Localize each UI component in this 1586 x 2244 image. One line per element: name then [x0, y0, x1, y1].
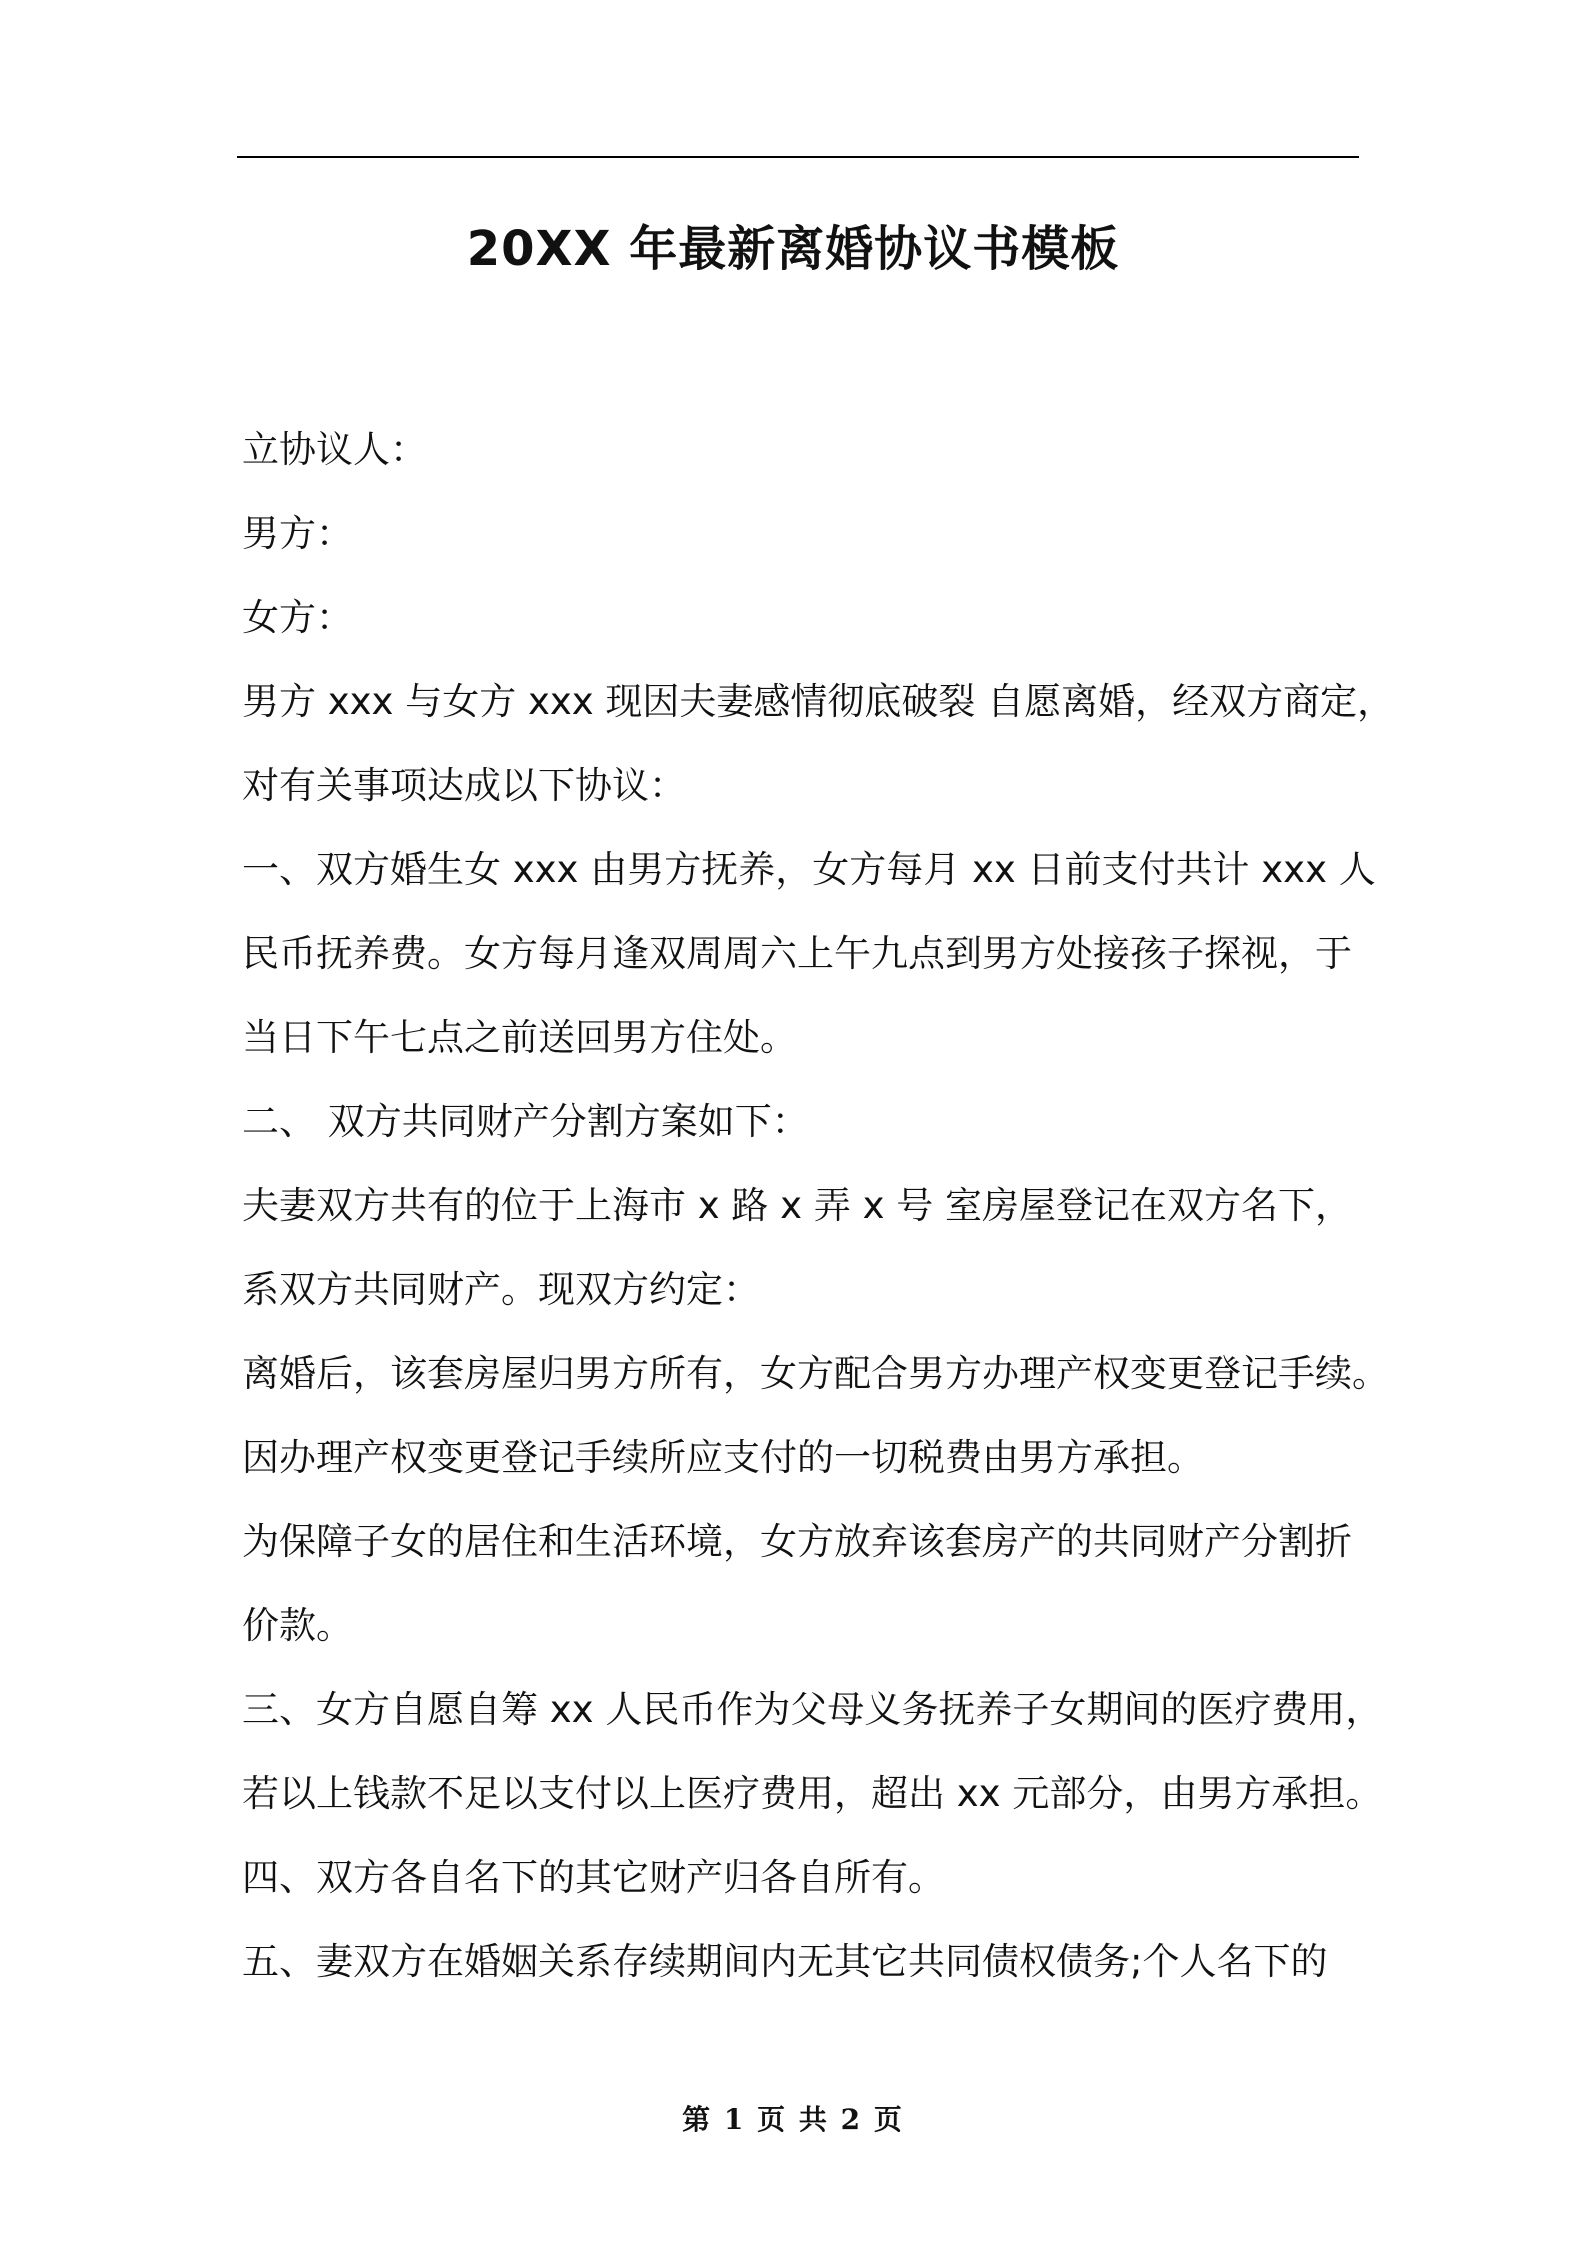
document-title: 20XX 年最新离婚协议书模板 [466, 221, 1120, 277]
body-line: 女方： [242, 596, 353, 639]
body-line: 夫妻双方共有的位于上海市 x 路 x 弄 x 号 室房屋登记在双方名下， [242, 1184, 1353, 1227]
body-line: 三、女方自愿自筹 xx 人民币作为父母义务抚养子女期间的医疗费用， [242, 1688, 1383, 1731]
body-line: 为保障子女的居住和生活环境，女方放弃该套房产的共同财产分割折 [242, 1520, 1352, 1563]
body-line: 男方： [242, 512, 353, 555]
body-line: 当日下午七点之前送回男方住处。 [242, 1016, 797, 1059]
body-line: 离婚后，该套房屋归男方所有，女方配合男方办理产权变更登记手续。 [242, 1352, 1389, 1395]
body-line: 若以上钱款不足以支付以上医疗费用，超出 xx 元部分，由男方承担。 [242, 1772, 1383, 1815]
body-line: 五、妻双方在婚姻关系存续期间内无其它共同债权债务;个人名下的 [242, 1940, 1328, 1983]
body-line: 立协议人： [242, 428, 427, 471]
body-line: 价款。 [242, 1604, 353, 1647]
body-line: 系双方共同财产。现双方约定： [242, 1268, 760, 1311]
body-line: 民币抚养费。女方每月逢双周周六上午九点到男方处接孩子探视，于 [242, 932, 1352, 975]
body-line: 一、双方婚生女 xxx 由男方抚养，女方每月 xx 日前支付共计 xxx 人 [242, 848, 1376, 891]
document-body [242, 408, 1395, 2004]
body-line: 二、 双方共同财产分割方案如下： [242, 1100, 809, 1143]
body-line: 四、双方各自名下的其它财产归各自所有。 [242, 1856, 945, 1899]
page-footer: 第 1 页 共 2 页 [682, 2103, 904, 2136]
body-line: 因办理产权变更登记手续所应支付的一切税费由男方承担。 [242, 1436, 1204, 1479]
body-line: 对有关事项达成以下协议： [242, 764, 686, 807]
header-rule [237, 156, 1359, 158]
body-line: 男方 xxx 与女方 xxx 现因夫妻感情彻底破裂 自愿离婚，经双方商定， [242, 680, 1395, 723]
